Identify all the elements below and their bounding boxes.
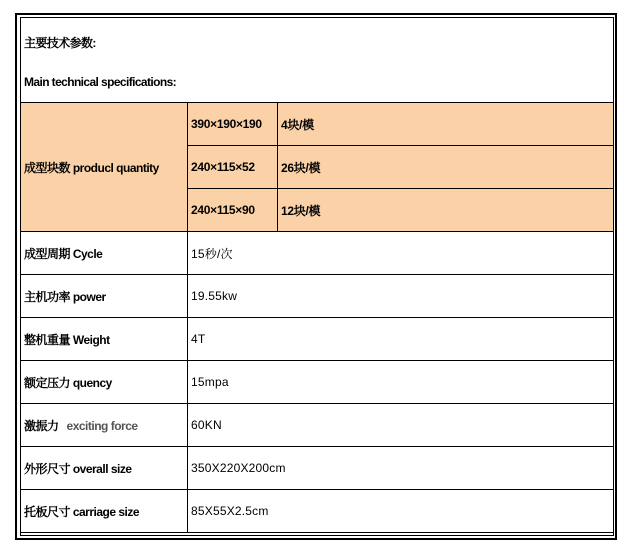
spec-label: 主机功率 power bbox=[21, 275, 188, 318]
header-title-en: Main technical specifications: bbox=[24, 75, 177, 89]
spec-table bbox=[20, 102, 614, 533]
spec-row-overall-size bbox=[21, 447, 614, 490]
spec-row-pressure bbox=[21, 361, 614, 404]
spec-label: 激振力 bbox=[24, 418, 59, 433]
product-row bbox=[21, 103, 614, 146]
header-title-cn: 主要技术参数: bbox=[24, 36, 96, 50]
spec-label: 成型周期 Cycle bbox=[21, 232, 188, 275]
spec-label: 托板尺寸 carriage size bbox=[21, 490, 188, 533]
spec-value: 15mpa bbox=[188, 361, 614, 404]
spec-label: 整机重量 Weight bbox=[21, 318, 188, 361]
product-count: 12块/模 bbox=[278, 189, 614, 232]
spec-row-carriage-size bbox=[21, 490, 614, 533]
spec-row-weight bbox=[21, 318, 614, 361]
spec-row-cycle bbox=[21, 232, 614, 275]
product-count: 4块/模 bbox=[278, 103, 614, 146]
product-count: 26块/模 bbox=[278, 146, 614, 189]
spec-value: 350X220X200cm bbox=[188, 447, 614, 490]
spec-value: 4T bbox=[188, 318, 614, 361]
spec-header bbox=[20, 17, 614, 102]
spec-label: 外形尺寸 overall size bbox=[21, 447, 188, 490]
product-size: 390×190×190 bbox=[188, 103, 278, 146]
spec-value: 60KN bbox=[188, 404, 614, 447]
spec-row-power bbox=[21, 275, 614, 318]
product-size: 240×115×52 bbox=[188, 146, 278, 189]
spec-label: 额定压力 quency bbox=[21, 361, 188, 404]
spec-value: 85X55X2.5cm bbox=[188, 490, 614, 533]
spec-value: 15秒/次 bbox=[188, 232, 614, 275]
product-size: 240×115×90 bbox=[188, 189, 278, 232]
spec-row-exciting-force bbox=[21, 404, 614, 447]
product-label: 成型块数 producl quantity bbox=[21, 103, 188, 232]
spec-value: 19.55kw bbox=[188, 275, 614, 318]
spec-label-extra: exciting force bbox=[66, 418, 138, 433]
spec-label-cell bbox=[21, 404, 188, 447]
